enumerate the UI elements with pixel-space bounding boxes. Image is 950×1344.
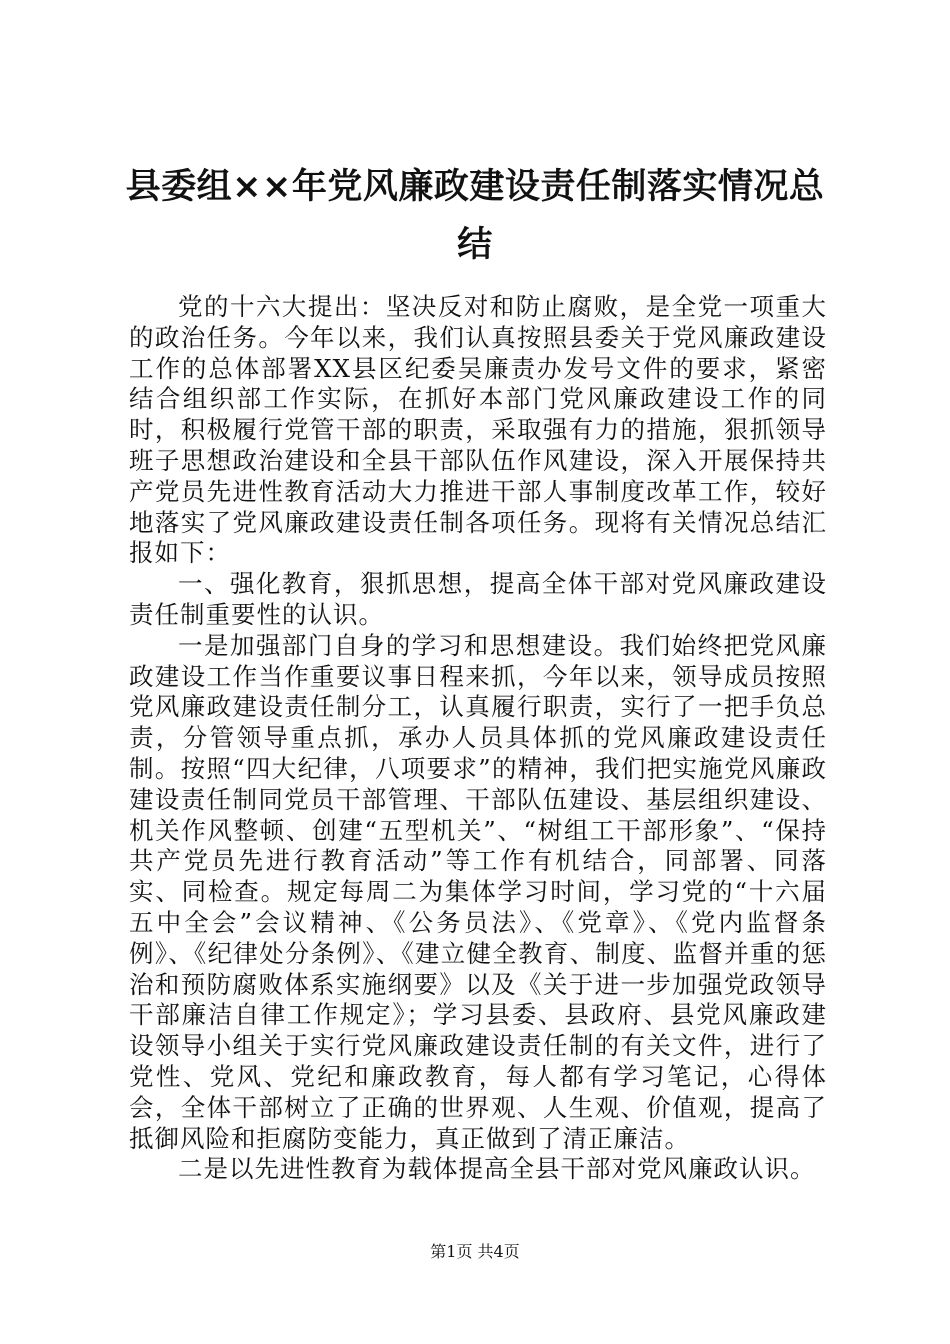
- paragraph-point-2: 二是以先进性教育为载体提高全县干部对党风廉政认识。: [178, 1154, 816, 1184]
- paragraph-point-1: 一是加强部门自身的学习和思想建设。我们始终把党风廉政建设工作当作重要议事日程来抓，今年以来，领导成员按照党风廉政建设责任制分工，认真履行职责，实行了一把手负总责，分管领导重点抓，承办人员具体抓的党风廉政建设责任制。按照“四大纪律，八项要求”的精神，我们把实施党风廉政建设责任制同党员干部管理、干部队伍建设、基层组织建设、机关作风整顿、创建“五型机关”、“树组工干部形象”、“保持共产党员先进行教育活动”等工作有机结合，同部署、同落实、同检查。规定每周二为集体学习时间，学习党的“十六届五中全会”会议精神、《公务员法》、《党章》、《党内监督条例》、《纪律处分条例》、《建立健全教育、制度、监督并重的惩治和预防腐败体系实施纲要》以及《关于进一步加强党政领导干部廉洁自律工作规定》；学习县委、县政府、县党风廉政建设领导小组关于实行党风廉政建设责任制的有关文件，进行了党性、党风、党纪和廉政教育，每人都有学习笔记，心得体会，全体干部树立了正确的世界观、人生观、价值观，提高了抵御风险和拒腐防变能力，真正做到了清正廉洁。: [129, 630, 827, 1153]
- document-title: 县委组××年党风廉政建设责任制落实情况总结: [125, 167, 825, 265]
- page-footer: 第1页 共4页: [430, 1242, 520, 1261]
- document-body: [129, 292, 827, 1185]
- paragraph-section-1-heading: 一、强化教育，狠抓思想，提高全体干部对党风廉政建设责任制重要性的认识。: [129, 569, 827, 629]
- paragraph-intro: 党的十六大提出：坚决反对和防止腐败，是全党一项重大的政治任务。今年以来，我们认真按照县委关于党风廉政建设工作的总体部署XX县区纪委吴廉责办发号文件的要求，紧密结合组织部工作实际，在抓好本部门党风廉政建设工作的同时，积极履行党管干部的职责，采取强有力的措施，狠抓领导班子思想政治建设和全县干部队伍作风建设，深入开展保持共产党员先进性教育活动大力推进干部人事制度改革工作，较好地落实了党风廉政建设责任制各项任务。现将有关情况总结汇报如下：: [129, 292, 827, 568]
